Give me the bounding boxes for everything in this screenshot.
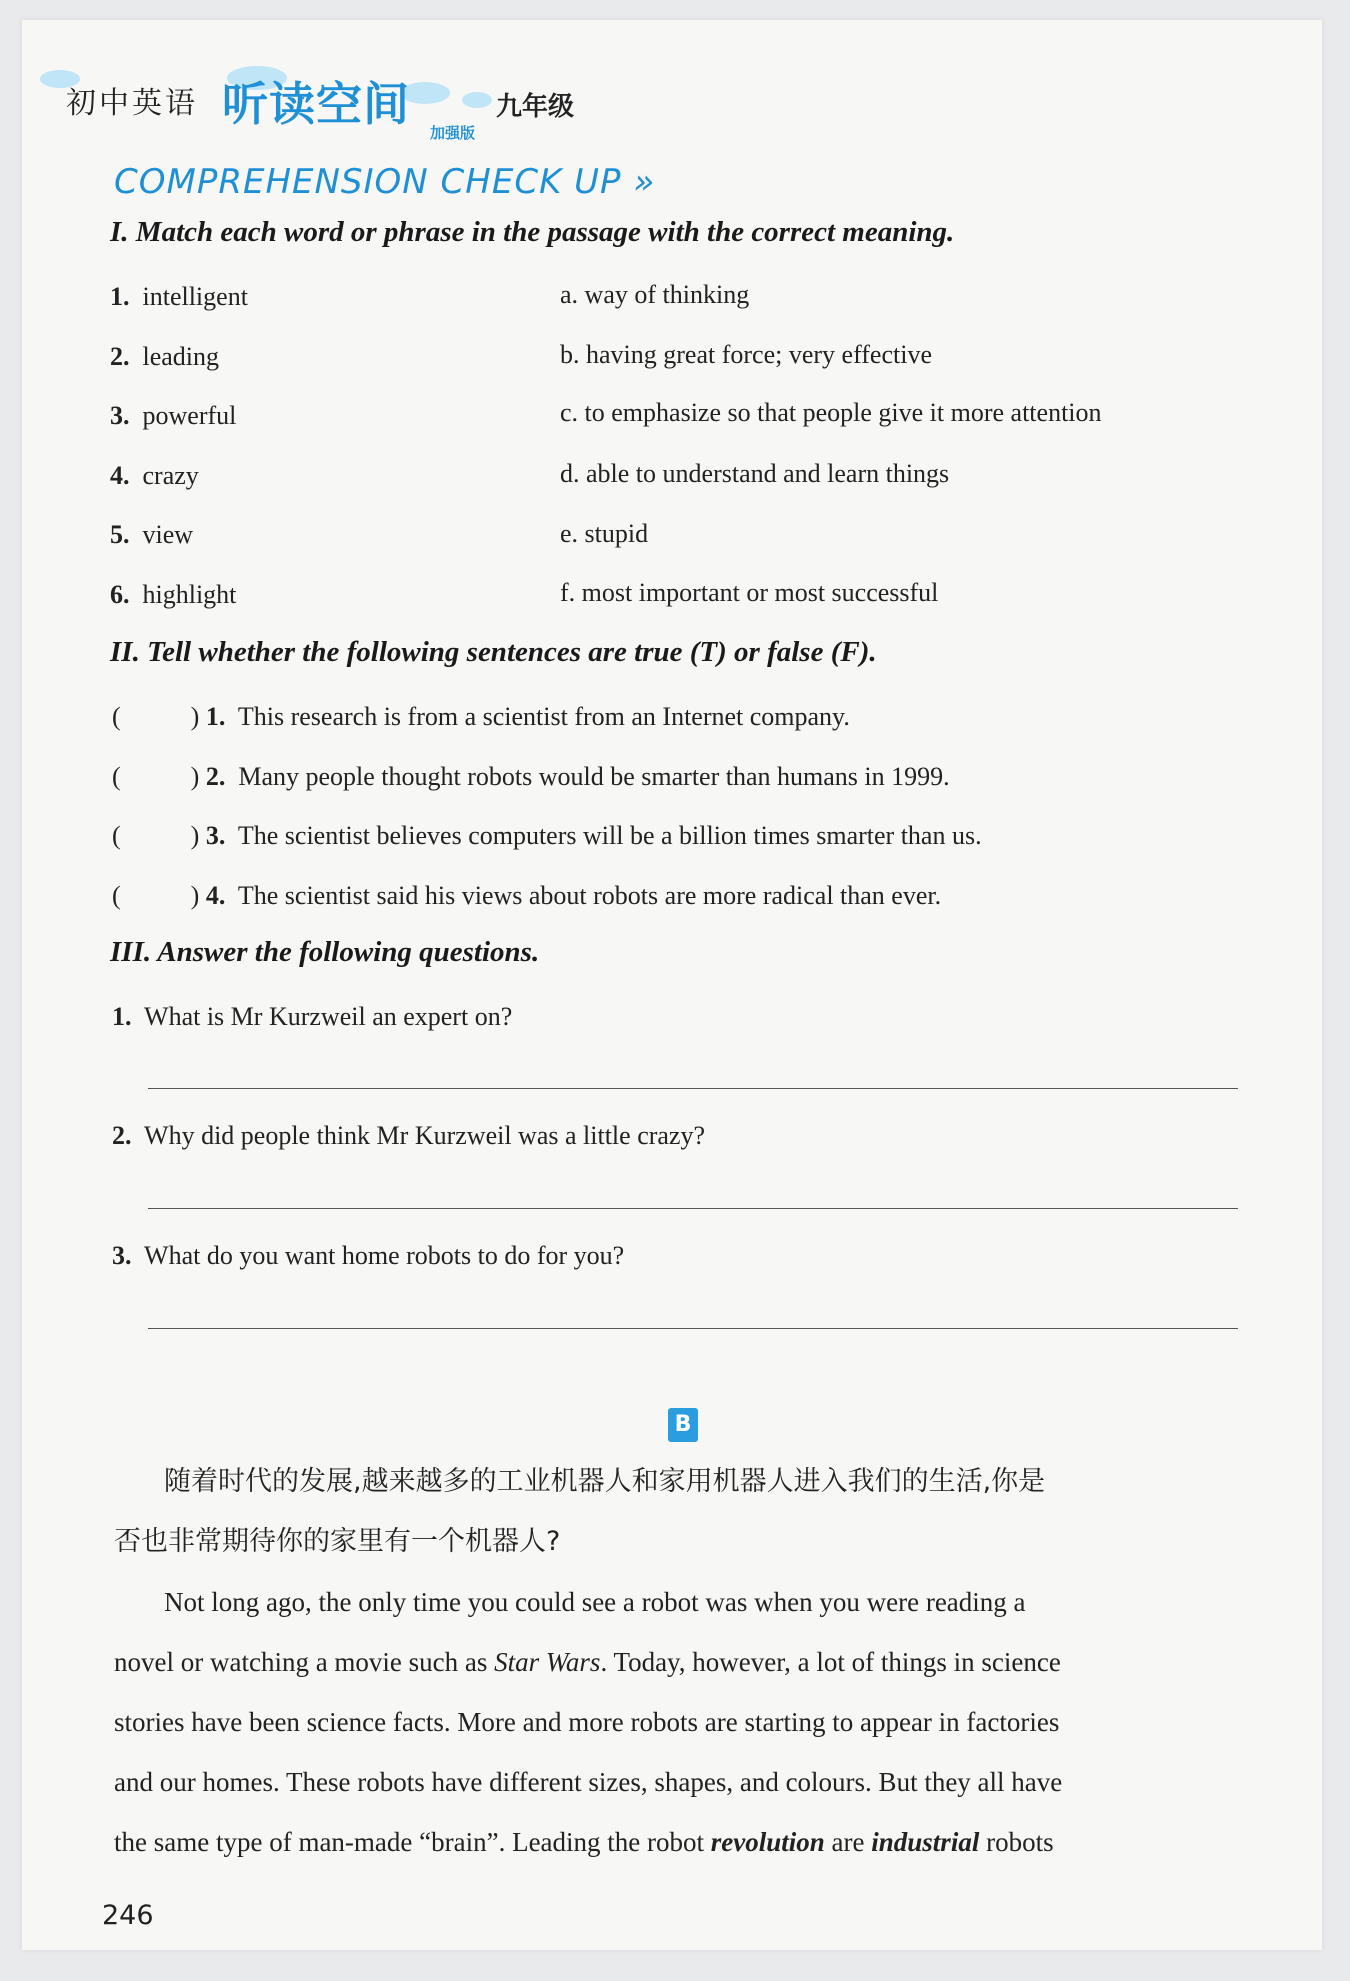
header-course: 初中英语 xyxy=(66,86,198,121)
intro-line: 随着时代的发展,越来越多的工业机器人和家用机器人进入我们的生活,你是 xyxy=(164,1466,1046,1497)
tf-item: ( ) 2. Many people thought robots would be smarter than humans in 1999. xyxy=(112,762,950,791)
header-brand-logo: 听读空间 xyxy=(222,77,410,131)
list-item: d. able to understand and learn things xyxy=(560,459,950,488)
passage-line: stories have been science facts. More and more robots are starting to appear in factories xyxy=(114,1707,1060,1737)
list-item: 3. powerful xyxy=(110,401,237,430)
tf-item: ( ) 4. The scientist said his views about robots are more radical than ever. xyxy=(112,881,942,910)
list-item: 5. view xyxy=(110,520,194,549)
intro-line: 否也非常期待你的家里有一个机器人? xyxy=(114,1526,561,1557)
section2-title: II. Tell whether the following sentences are true (T) or false (F). xyxy=(110,636,877,668)
section1-title: I. Match each word or phrase in the passage with the correct meaning. xyxy=(110,216,955,248)
cloud-decoration xyxy=(462,92,492,108)
answer-blank[interactable]: ( ) xyxy=(112,762,200,791)
comprehension-title: COMPREHENSION CHECK UP » xyxy=(114,162,656,202)
page-number: 246 xyxy=(102,1900,154,1931)
tf-item: ( ) 3. The scientist believes computers will be a billion times smarter than us. xyxy=(112,821,982,850)
list-item: b. having great force; very effective xyxy=(560,340,932,369)
part-b-badge: B xyxy=(668,1408,698,1442)
answer-line[interactable] xyxy=(148,1328,1238,1329)
header-edition: 加强版 xyxy=(430,124,476,142)
list-item: a. way of thinking xyxy=(560,280,750,309)
list-item: c. to emphasize so that people give it more attention xyxy=(560,398,1102,427)
answer-blank[interactable]: ( ) xyxy=(112,821,200,850)
list-item: 1. intelligent xyxy=(110,282,248,311)
list-item: 2. leading xyxy=(110,342,220,371)
list-item: e. stupid xyxy=(560,519,649,548)
question-item: 1. What is Mr Kurzweil an expert on? xyxy=(112,1002,513,1031)
keyword: industrial xyxy=(871,1827,980,1857)
tf-item: ( ) 1. This research is from a scientist from an Internet company. xyxy=(112,702,850,731)
list-item: f. most important or most successful xyxy=(560,578,939,607)
list-item: 4. crazy xyxy=(110,461,199,490)
answer-line[interactable] xyxy=(148,1208,1238,1209)
passage-line: and our homes. These robots have different sizes, shapes, and colours. But they all have xyxy=(114,1767,1063,1797)
list-item: 6. highlight xyxy=(110,580,237,609)
section3-title: III. Answer the following questions. xyxy=(110,936,540,968)
answer-blank[interactable]: ( ) xyxy=(112,881,200,910)
question-item: 2. Why did people think Mr Kurzweil was a little crazy? xyxy=(112,1121,706,1150)
question-item: 3. What do you want home robots to do for you? xyxy=(112,1241,625,1270)
header-grade: 九年级 xyxy=(496,92,575,122)
passage-line: the same type of man-made “brain”. Leading the robot revolution are industrial robots xyxy=(114,1827,1054,1857)
keyword: revolution xyxy=(710,1827,825,1857)
passage-line: Not long ago, the only time you could see a robot was when you were reading a xyxy=(164,1587,1026,1617)
passage-line: novel or watching a movie such as Star Wars. Today, however, a lot of things in science xyxy=(114,1647,1061,1677)
movie-title: Star Wars xyxy=(494,1647,601,1677)
page xyxy=(22,20,1322,1950)
answer-blank[interactable]: ( ) xyxy=(112,702,200,731)
answer-line[interactable] xyxy=(148,1088,1238,1089)
